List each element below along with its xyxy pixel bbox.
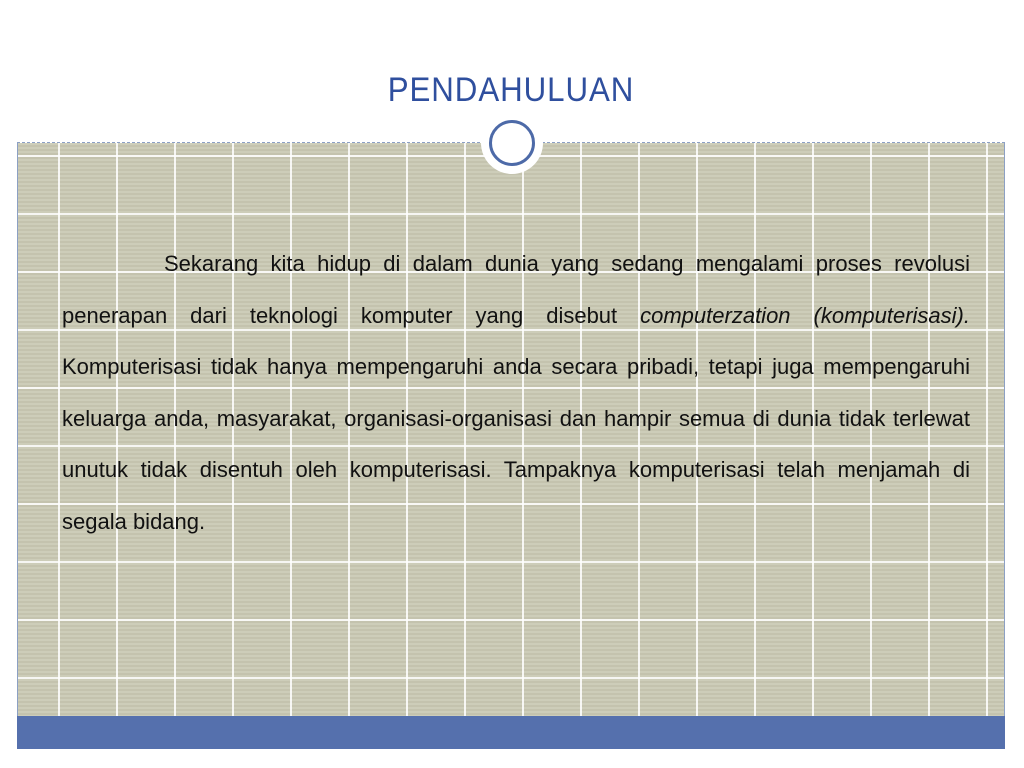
- body-paragraph: [62, 238, 970, 547]
- paragraph-italic-term: computerzation (komputerisasi).: [640, 302, 970, 328]
- circle-ornament-icon: [481, 112, 543, 174]
- bottom-accent-bar: [17, 716, 1005, 749]
- circle-ring: [489, 120, 535, 166]
- slide-title: PENDAHULUAN: [387, 71, 635, 109]
- paragraph-text-end: Komputerisasi tidak hanya mempengaruhi anda secara pribadi, tetapi juga mempengaruhi keluarga anda, masyarakat, organisasi-organisasi dan hampir semua di dunia tidak terlewat unutuk tidak disentuh oleh komputerisasi. Tampaknya komputerisasi telah menjamah di segala bidang.: [62, 354, 970, 534]
- paragraph-text-start: Sekarang kita hidup di dalam dunia yang sedang mengalami proses revolusi penerapan dari teknologi komputer yang disebut: [62, 251, 970, 328]
